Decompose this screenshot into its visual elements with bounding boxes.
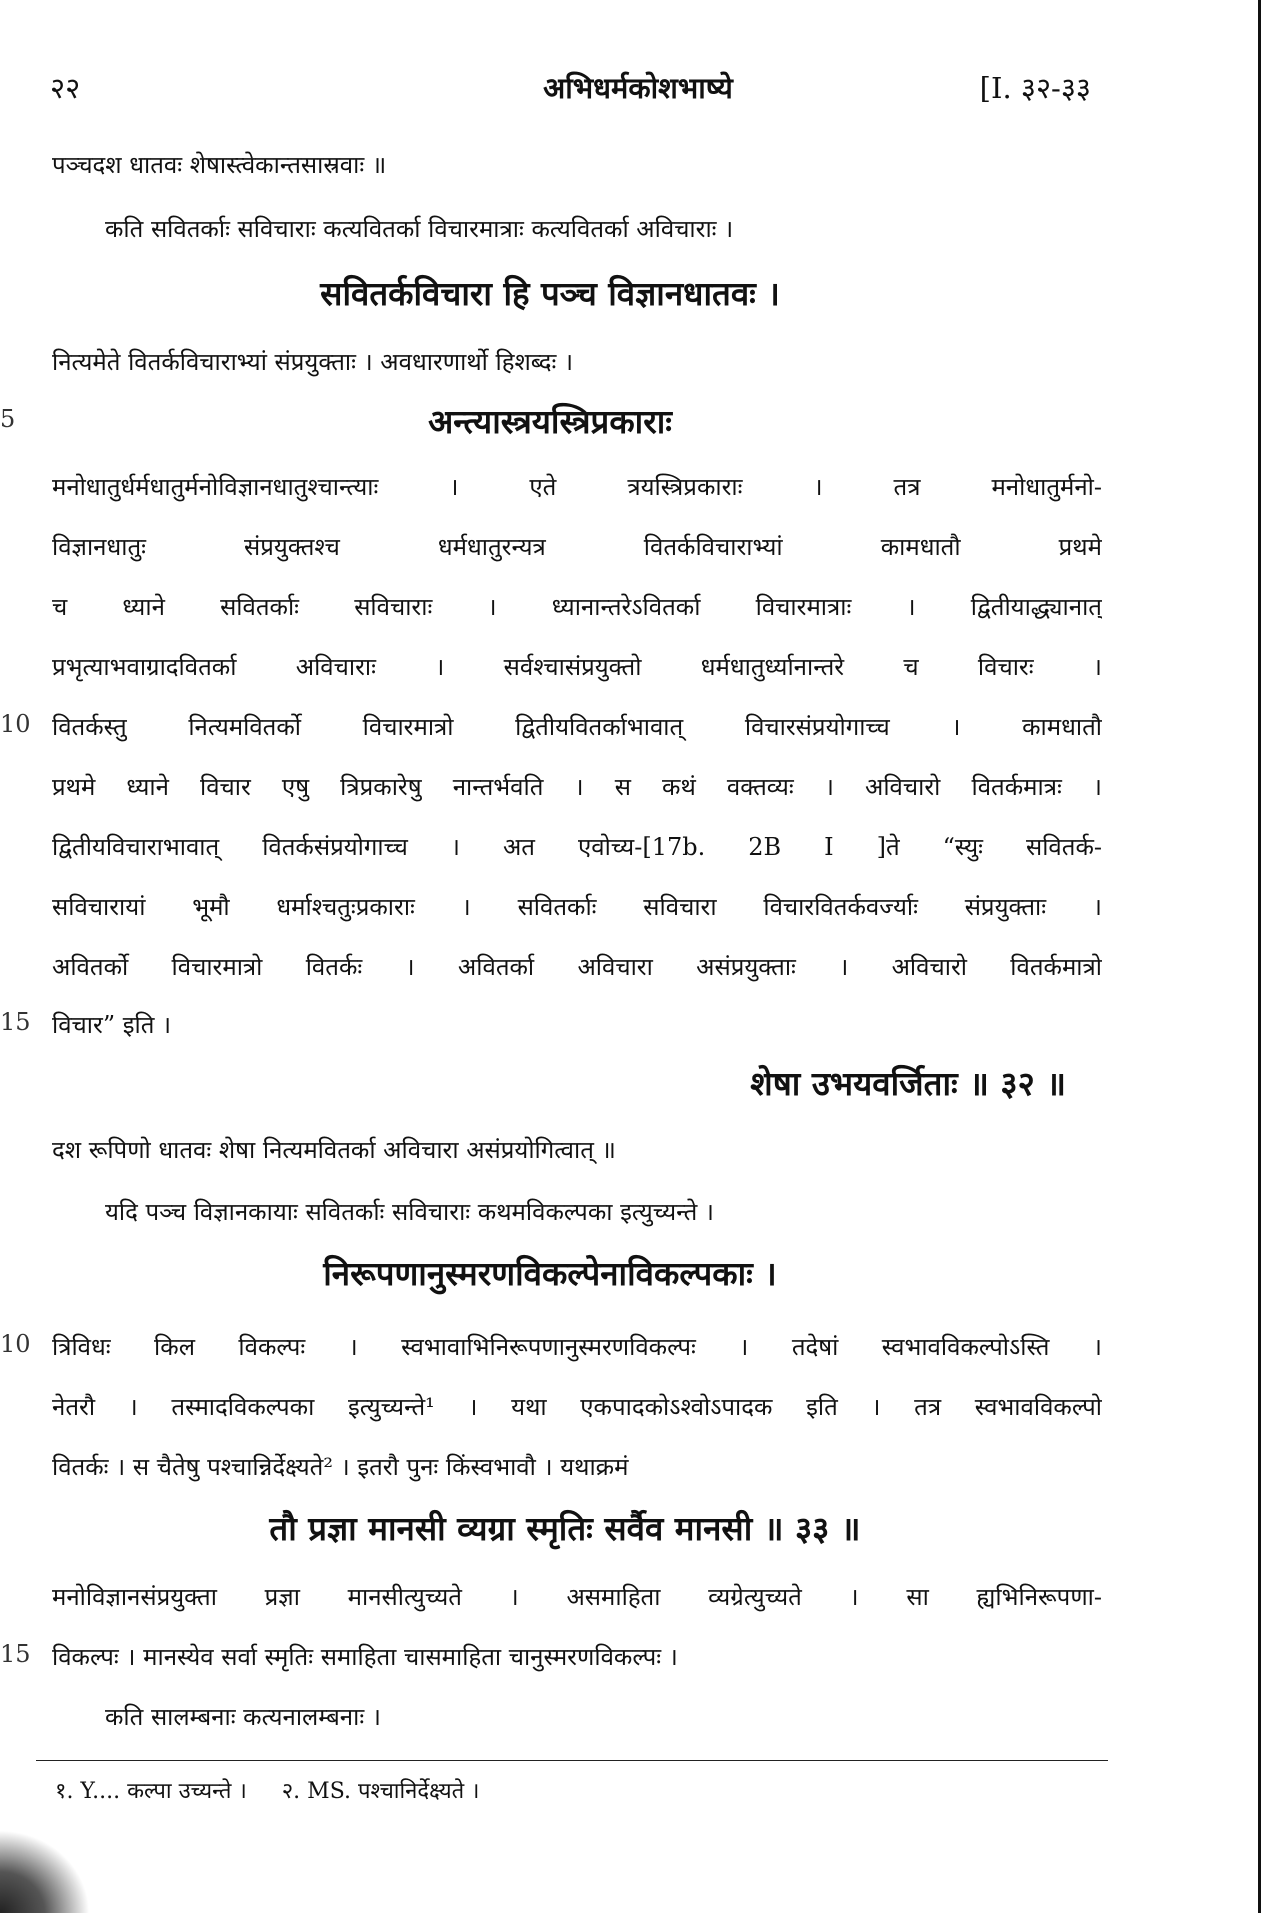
- commentary-line: प्रभृत्याभवाग्रादवितर्का अविचाराः । सर्वश्चासंप्रयुक्तो धर्मधातुर्ध्यानान्तरे च विचारः ।: [52, 653, 1102, 681]
- commentary-line: अवितर्को विचारमात्रो वितर्कः । अवितर्का अविचारा असंप्रयुक्ताः । अविचारो वितर्कमात्रो: [52, 953, 1102, 981]
- commentary-line: मनोधातुर्धर्मधातुर्मनोविज्ञानधातुश्चान्त्याः । एते त्रयस्त्रिप्रकाराः । तत्र मनोधातुर्मनो-: [52, 473, 1102, 501]
- margin-line-number: 10: [0, 710, 31, 738]
- commentary-line: त्रिविधः किल विकल्पः । स्वभावाभिनिरूपणानुस्मरणविकल्पः । तदेषां स्वभावविकल्पोऽस्ति ।: [52, 1333, 1102, 1361]
- scan-page-edge: [1258, 0, 1261, 1913]
- question-line: यदि पञ्च विज्ञानकायाः सवितर्काः सविचाराः कथमविकल्पका इत्युच्यन्ते ।: [105, 1198, 714, 1226]
- verse-line: सवितर्कविचारा हि पञ्च विज्ञानधातवः ।: [320, 274, 780, 313]
- page-number: २२: [50, 71, 81, 105]
- question-line: कति सालम्बनाः कत्यनालम्बनाः ।: [105, 1703, 381, 1731]
- commentary-line: द्वितीयविचाराभावात् वितर्कसंप्रयोगाच्च । अत एवोच्य-[17b. 2B I ]ते “स्युः सवितर्क-: [52, 833, 1102, 861]
- footnote-rule: [36, 1760, 1108, 1761]
- margin-line-number: 15: [0, 1640, 31, 1668]
- commentary-line: प्रथमे ध्याने विचार एषु त्रिप्रकारेषु नान्तर्भवति । स कथं वक्तव्यः । अविचारो वितर्कमात्रः ।: [52, 773, 1102, 801]
- commentary-line: नित्यमेते वितर्कविचाराभ्यां संप्रयुक्ताः । अवधारणार्थो हिशब्दः ।: [52, 348, 574, 376]
- commentary-line: विज्ञानधातुः संप्रयुक्तश्च धर्मधातुरन्यत्र वितर्कविचाराभ्यां कामधातौ प्रथमे: [52, 533, 1102, 561]
- verse-line: निरूपणानुस्मरणविकल्पेनाविकल्पकाः ।: [323, 1254, 777, 1293]
- section-reference: [I. ३२-३३: [979, 71, 1091, 105]
- commentary-line: वितर्कः । स चैतेषु पश्चान्निर्देक्ष्यते² । इतरौ पुनः किंस्वभावौ । यथाक्रमं: [52, 1453, 629, 1481]
- margin-line-number: 15: [0, 1008, 31, 1036]
- commentary-line: नेतरौ । तस्मादविकल्पका इत्युच्यन्ते¹ । यथा एकपादकोऽश्वोऽपादक इति । तत्र स्वभावविकल्पो: [52, 1393, 1102, 1421]
- margin-line-number: 5: [0, 405, 16, 433]
- commentary-line: च ध्याने सवितर्काः सविचाराः । ध्यानान्तरेऽवितर्का विचारमात्राः । द्वितीयाद्ध्यानात्: [52, 593, 1102, 621]
- verse-line: तौ प्रज्ञा मानसी व्यग्रा स्मृतिः सर्वैव मानसी ॥ ३३ ॥: [269, 1509, 861, 1548]
- commentary-line: दश रूपिणो धातवः शेषा नित्यमवितर्का अविचारा असंप्रयोगित्वात् ॥: [52, 1136, 616, 1164]
- question-line: कति सवितर्काः सविचाराः कत्यवितर्का विचारमात्राः कत्यवितर्का अविचाराः ।: [105, 215, 734, 243]
- verse-line: अन्त्यास्त्रयस्त्रिप्रकाराः: [428, 402, 672, 441]
- margin-line-number: 10: [0, 1330, 31, 1358]
- verse-line: शेषा उभयवर्जिताः ॥ ३२ ॥: [750, 1064, 1066, 1103]
- text-line: पञ्चदश धातवः शेषास्त्वेकान्तसास्रवाः ॥: [52, 151, 387, 179]
- footnotes: १. Y.... कल्पा उच्यन्ते । २. MS. पश्चानिर्देक्ष्यते ।: [55, 1779, 480, 1804]
- commentary-line: वितर्कस्तु नित्यमवितर्को विचारमात्रो द्वितीयवितर्काभावात् विचारसंप्रयोगाच्च । कामधातौ: [52, 713, 1102, 741]
- commentary-line: सविचारायां भूमौ धर्माश्चतुःप्रकाराः । सवितर्काः सविचारा विचारवितर्कवर्ज्याः संप्रयुक्ताः ।: [52, 893, 1102, 921]
- commentary-line: विकल्पः । मानस्येव सर्वा स्मृतिः समाहिता चासमाहिता चानुस्मरणविकल्पः ।: [52, 1643, 678, 1671]
- running-title: अभिधर्मकोशभाष्ये: [543, 71, 733, 105]
- commentary-line: विचार” इति ।: [52, 1011, 172, 1039]
- scan-smudge: [0, 1830, 90, 1913]
- commentary-line: मनोविज्ञानसंप्रयुक्ता प्रज्ञा मानसीत्युच्यते । असमाहिता व्यग्रेत्युच्यते । सा ह्यभिनिरूपणा-: [52, 1583, 1102, 1611]
